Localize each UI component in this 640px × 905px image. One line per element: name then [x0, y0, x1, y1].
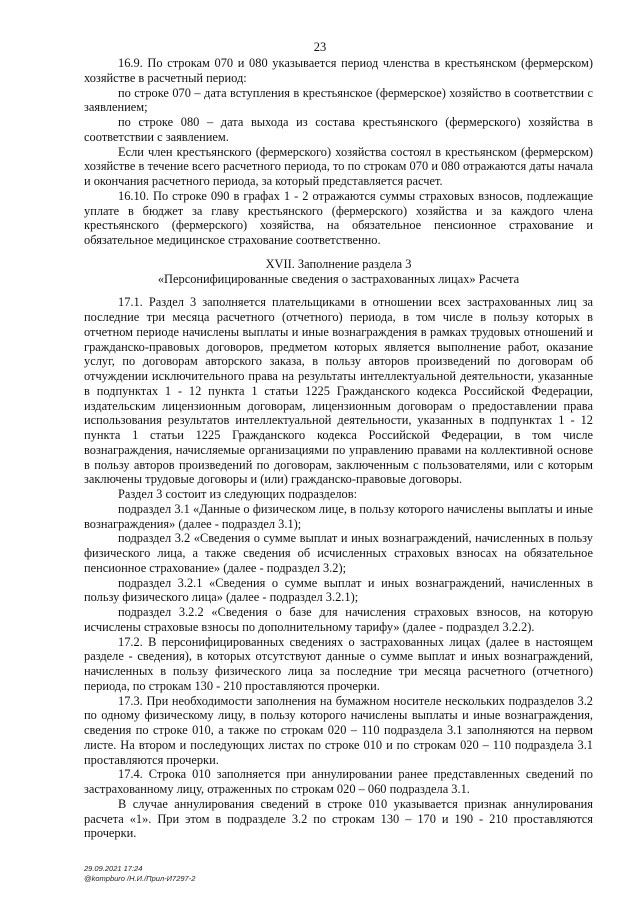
page-number: 23 [313, 40, 327, 54]
paragraph-17-1: 17.1. Раздел 3 заполняется плательщиками в отношении всех застрахованных лиц за последние три месяца расчетного (отчетного) периода, в том числе в пользу которых в отчетном периоде начислены выплаты и иные вознаграждения в рамках трудовых отношений и гражданско-правовых договоров, предметом которых является выполнение работ, оказание услуг, по договорам авторского заказа, в пользу авторов произведений по договорам об отчуждении исключительного права на результаты интеллектуальной деятельности, указанные в подпунктах 1 - 12 пункта 1 статьи 1225 Гражданского кодекса Российской Федерации, издательским лицензионным договорам, лицензионным договорам о предоставлении права использования результатов интеллектуальной деятельности, указанных в подпунктах 1 - 12 пункта 1 статьи 1225 Гражданского кодекса Российской Федерации, в том числе вознаграждения, начисляемые организациями по управлению правами на коллективной основе в пользу авторов произведений по договорам, заключенным с пользователями, или с которым заключены трудовые договоры и (или) гражданско-правовые договоры. [84, 295, 593, 487]
paragraph-subsections-intro: Раздел 3 состоит из следующих подразделов: [118, 487, 358, 501]
paragraph-subsection-3-2-2: подраздел 3.2.2 «Сведения о базе для начисления страховых взносов, на которую исчислены страховые взносы по дополнительному тарифу» (далее - подраздел 3.2.2). [84, 605, 593, 634]
section-heading: XVII. Заполнение раздела 3 [265, 256, 412, 271]
paragraph-17-2: 17.2. В персонифицированных сведениях о застрахованных лицах (далее в настоящем разделе - сведения), в которых отсутствуют данные о сумме выплат и иных вознаграждений, начисленных в пользу физического лица за последние три месяца расчетного (отчетного) периода, по строкам 130 - 210 проставляются прочерки. [84, 634, 593, 693]
paragraph-subsection-3-2: подраздел 3.2 «Сведения о сумме выплат и иных вознаграждений, начисленных в пользу физического лица, а также сведения об исчисленных страховых взносах на обязательное пенсионное страхование» (далее - подраздел 3.2); [84, 531, 593, 575]
document-body [84, 56, 593, 841]
paragraph-line-080: по строке 080 – дата выхода из состава крестьянского (фермерского) хозяйства в соответствии с заявлением. [84, 115, 593, 144]
paragraph-17-3: 17.3. При необходимости заполнения на бумажном носителе нескольких подразделов 3.2 по одному физическому лицу, в пользу которого начислены выплаты и иные вознаграждения, сведения по строке 010, а также по строкам 020 – 110 подраздела 3.1 заполняются на первом листе. На втором и последующих листах по строке 010 и по строкам 020 – 110 подраздела 3.1 проставляются прочерки. [84, 693, 593, 767]
paragraph-full-period: Если член крестьянского (фермерского) хозяйства состоял в крестьянском (фермерском) хозяйстве в течение всего расчетного периода, то по строкам 070 и 080 отражаются даты начала и окончания расчетного периода, за который представляется расчет. [84, 144, 593, 188]
paragraph-16-10: 16.10. По строке 090 в графах 1 - 2 отражаются суммы страховых взносов, подлежащие уплате в бюджет за главу крестьянского (фермерского) хозяйства и за каждого члена крестьянского (фермерского) хозяйства, на обязательное пенсионное страхование и обязательное медицинское страхование соответственно. [84, 188, 593, 247]
footer-timestamp: 29.09.2021 17:24 [84, 864, 143, 873]
paragraph-17-4: 17.4. Строка 010 заполняется при аннулировании ранее представленных сведений по застрахованному лицу, отраженных по строкам 020 – 060 подраздела 3.1. [84, 767, 593, 796]
paragraph-subsection-3-2-1: подраздел 3.2.1 «Сведения о сумме выплат и иных вознаграждений, начисленных в пользу физического лица» (далее - подраздел 3.2.1); [84, 575, 593, 605]
paragraph-subsection-3-1: подраздел 3.1 «Данные о физическом лице, в пользу которого начислены выплаты и иные вознаграждения» (далее - подраздел 3.1); [84, 501, 593, 531]
section-subheading: «Персонифицированные сведения о застрахованных лицах» Расчета [157, 271, 520, 286]
paragraph-annulment: В случае аннулирования сведений в строке 010 указывается признак аннулирования расчета «1». При этом в подразделе 3.2 по строкам 130 – 170 и 190 - 210 проставляются прочерки. [84, 796, 593, 841]
paragraph-line-070: по строке 070 – дата вступления в крестьянское (фермерское) хозяйство в соответствии с заявлением; [84, 85, 593, 115]
footer-stamp [84, 864, 195, 884]
footer-reference: @kompburo /Н.И./Прил-И7297-2 [84, 874, 196, 883]
paragraph-16-9: 16.9. По строкам 070 и 080 указывается период членства в крестьянском (фермерском) хозяйстве в расчетный период: [84, 56, 593, 85]
